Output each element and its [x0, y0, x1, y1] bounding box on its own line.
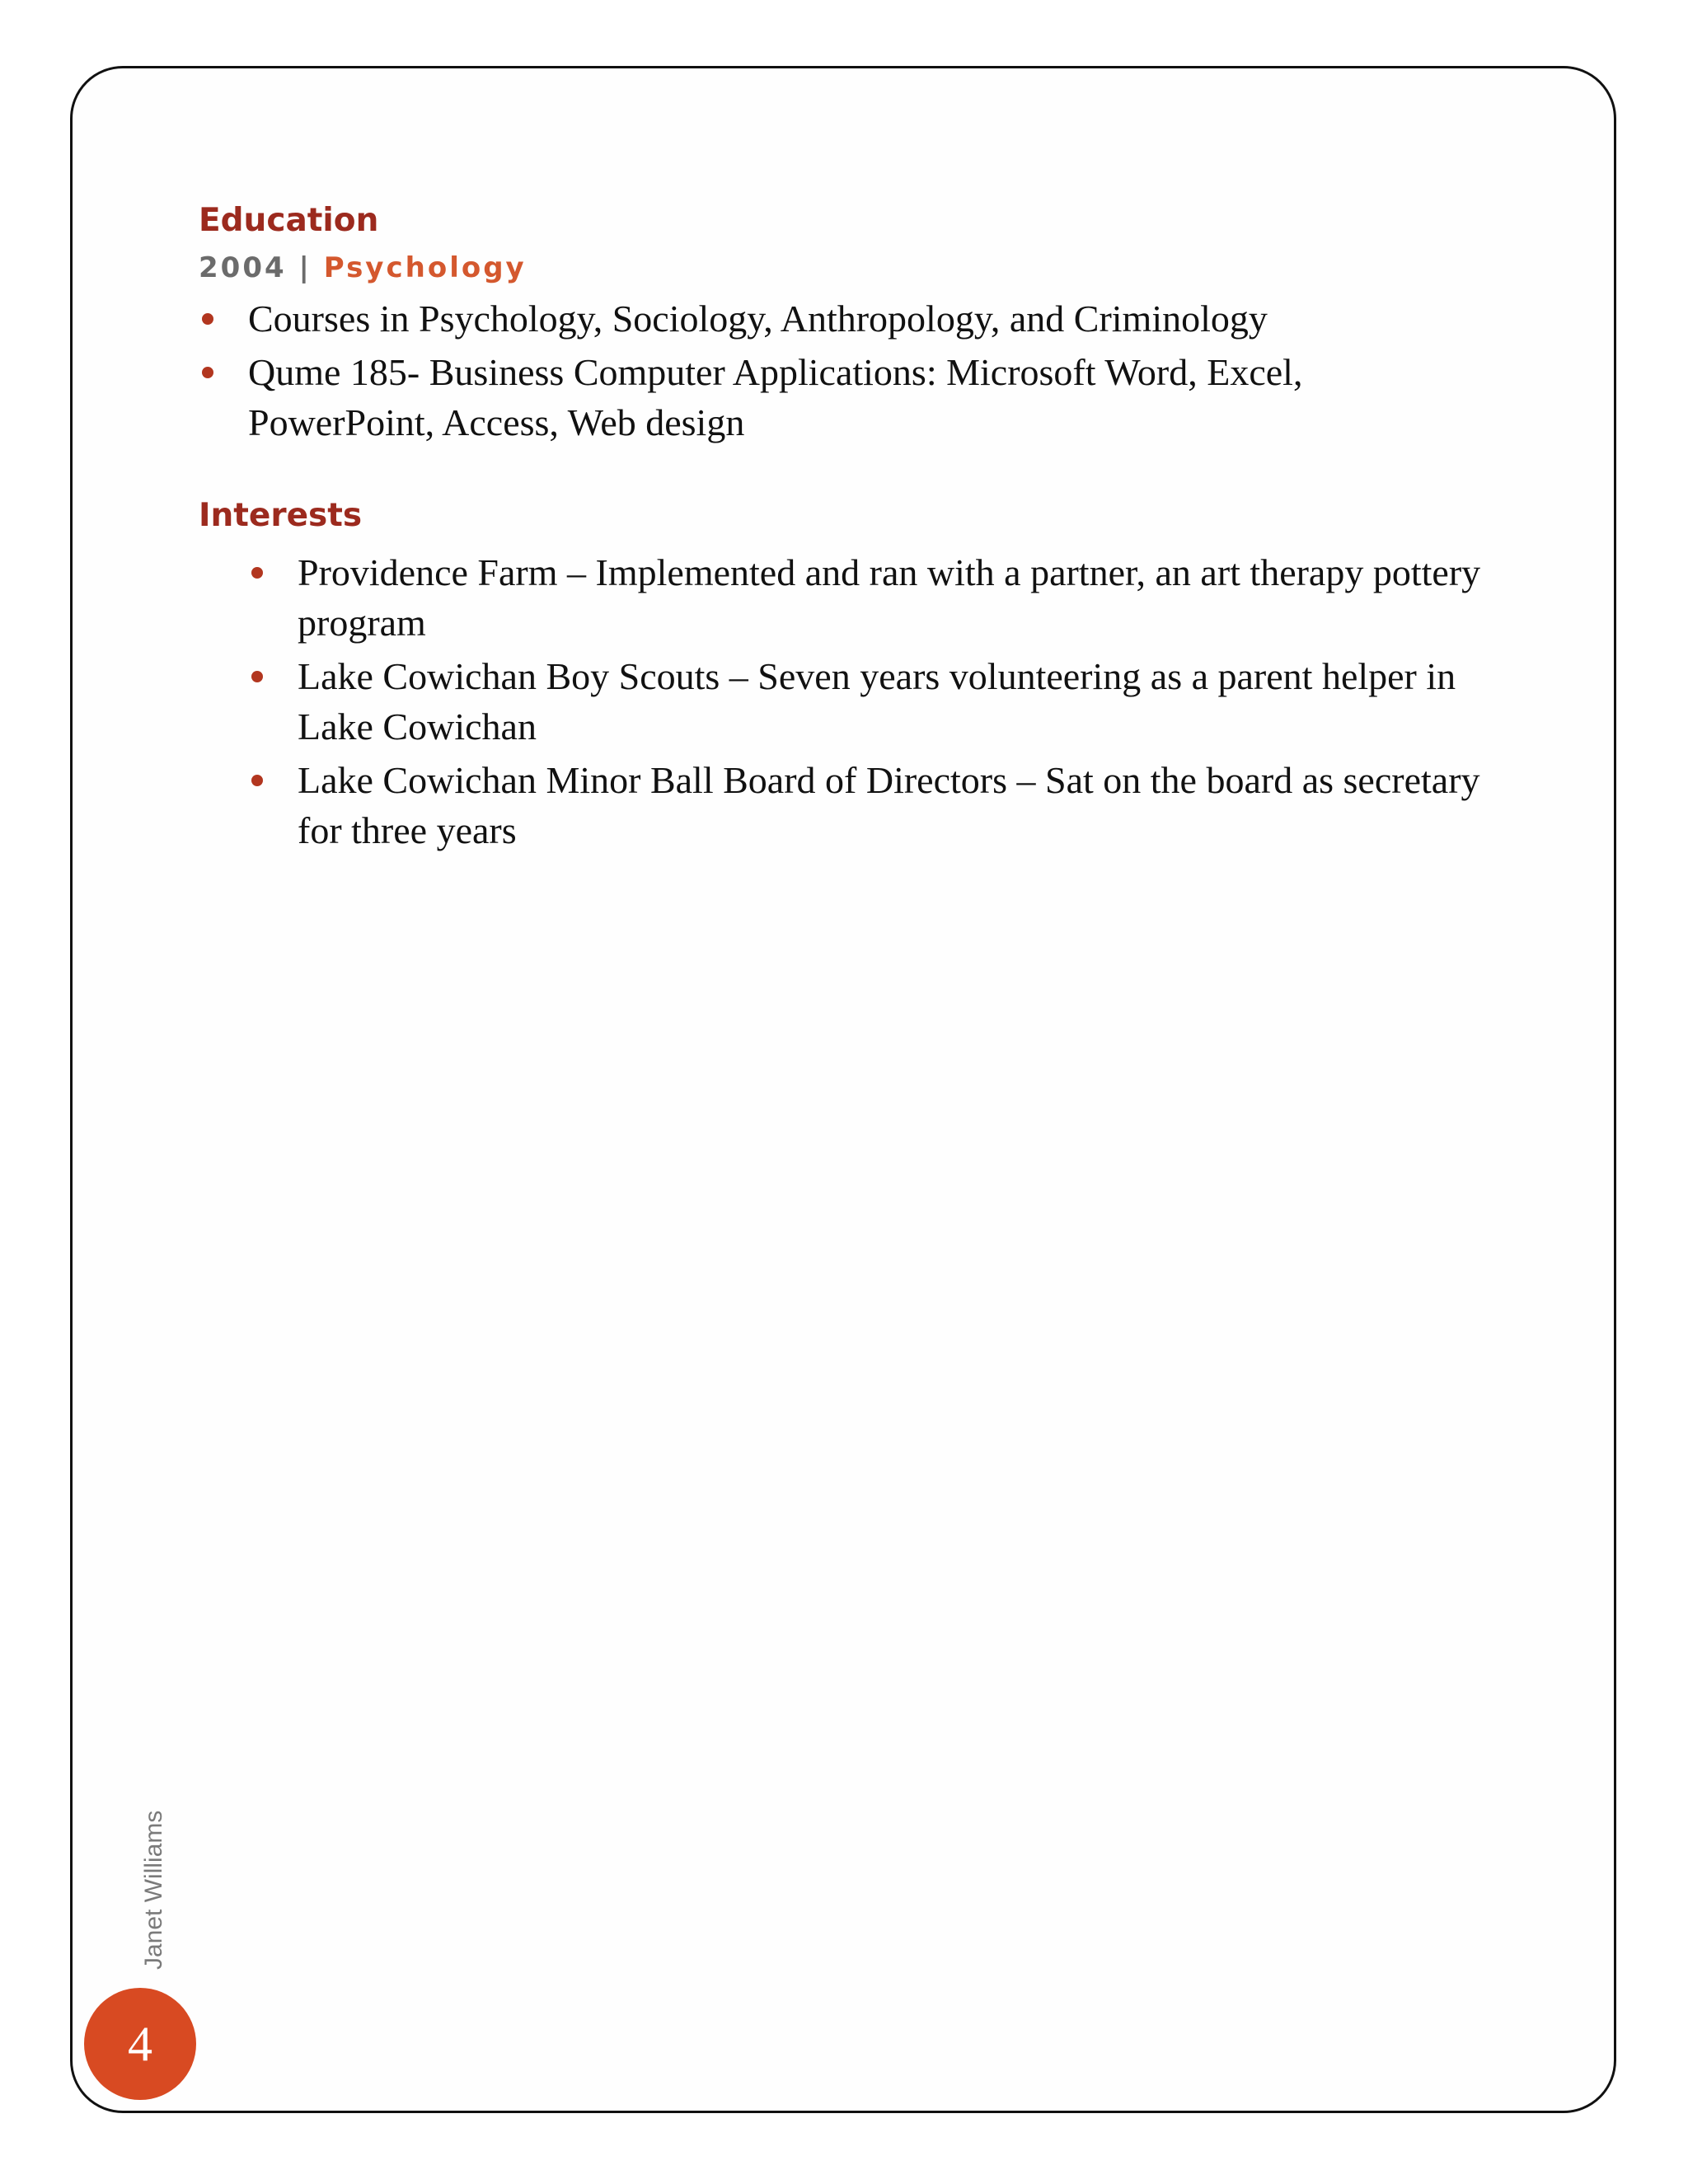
- page-number-badge: [84, 1988, 196, 2100]
- list-item: [298, 651, 1484, 752]
- bullet-icon: [251, 567, 263, 579]
- education-field: Psychology: [323, 251, 527, 284]
- bullet-icon: [251, 671, 263, 682]
- list-item: [298, 755, 1484, 855]
- list-item-text: Lake Cowichan Minor Ball Board of Directors – Sat on the board as secretary for three years: [298, 759, 1480, 851]
- list-item: [248, 293, 1484, 344]
- bullet-icon: [251, 775, 263, 786]
- list-item: [248, 347, 1484, 448]
- list-item: [298, 547, 1484, 648]
- author-name-vertical: Janet Williams: [140, 1810, 167, 1970]
- education-separator: |: [298, 251, 312, 284]
- list-item-text: Qume 185- Business Computer Applications: Microsoft Word, Excel, PowerPoint, Access, Web design: [248, 351, 1303, 443]
- bullet-icon: [202, 313, 213, 325]
- list-item-text: Courses in Psychology, Sociology, Anthropology, and Criminology: [248, 298, 1268, 340]
- bullet-icon: [202, 367, 213, 378]
- page-number: 4: [128, 2016, 152, 2071]
- list-item-text: Providence Farm – Implemented and ran with a partner, an art therapy pottery program: [298, 551, 1481, 644]
- education-list: [248, 293, 1484, 451]
- education-heading: Education: [199, 202, 379, 239]
- education-year: 2004: [199, 251, 287, 284]
- education-subheading: [199, 251, 527, 284]
- interests-list: [298, 547, 1484, 859]
- interests-heading: Interests: [199, 497, 363, 534]
- list-item-text: Lake Cowichan Boy Scouts – Seven years volunteering as a parent helper in Lake Cowichan: [298, 655, 1456, 748]
